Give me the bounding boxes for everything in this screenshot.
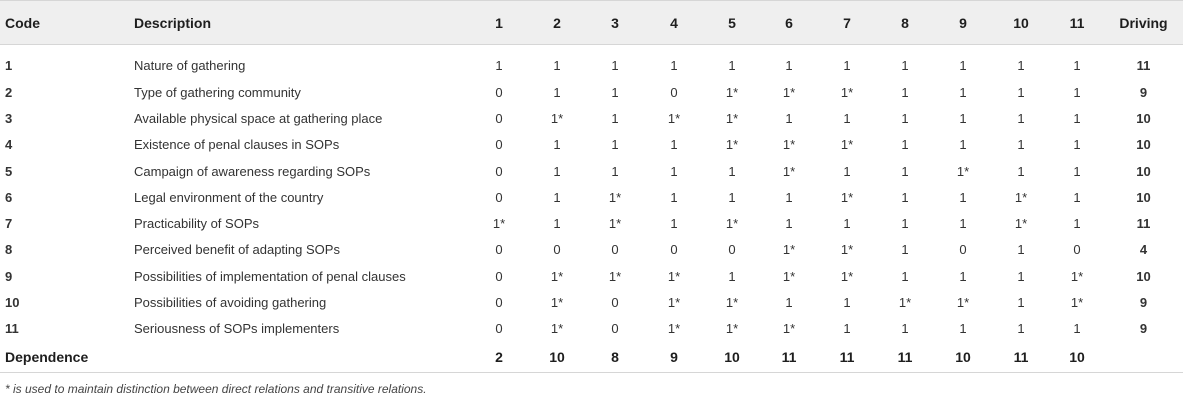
row-code: 9 xyxy=(5,268,13,284)
row-driving: 10 xyxy=(1136,137,1151,153)
matrix-cell: 1 xyxy=(670,216,678,232)
table-row xyxy=(0,289,1183,315)
matrix-cell: 1 xyxy=(611,110,619,126)
row-description: Seriousness of SOPs implementers xyxy=(134,321,340,337)
matrix-cell: 1* xyxy=(667,110,681,126)
row-driving: 10 xyxy=(1136,110,1151,126)
matrix-cell: 1 xyxy=(670,163,678,179)
header-col-9: 9 xyxy=(934,1,992,45)
table-row xyxy=(0,210,1183,236)
matrix-cell: 1 xyxy=(901,137,909,153)
matrix-cell: 1 xyxy=(1017,163,1025,179)
matrix-cell: 1 xyxy=(728,57,736,73)
row-description: Possibilities of avoiding gathering xyxy=(134,295,327,311)
matrix-cell: 1 xyxy=(670,189,678,205)
header-col-1: 1 xyxy=(470,1,528,45)
matrix-cell: 1 xyxy=(785,216,793,232)
row-code: 5 xyxy=(5,163,13,179)
matrix-cell: 1 xyxy=(1017,57,1025,73)
matrix-cell: 1* xyxy=(898,295,912,311)
dependence-value: 10 xyxy=(1050,342,1104,373)
row-driving: 10 xyxy=(1136,189,1151,205)
matrix-cell: 1* xyxy=(725,216,739,232)
table-row xyxy=(0,132,1183,158)
table-row xyxy=(0,316,1183,342)
matrix-cell: 1 xyxy=(495,57,503,73)
row-code: 6 xyxy=(5,189,13,205)
header-description: Description xyxy=(134,1,470,45)
row-code: 10 xyxy=(5,295,20,311)
row-description: Available physical space at gathering place xyxy=(134,110,383,126)
matrix-cell: 1 xyxy=(1073,163,1081,179)
matrix-cell: 1 xyxy=(843,163,851,179)
table-row xyxy=(0,237,1183,263)
dependence-value: 10 xyxy=(528,342,586,373)
matrix-cell: 1* xyxy=(550,268,564,284)
matrix-cell: 1 xyxy=(611,57,619,73)
table-footnote: * is used to maintain distinction between direct relations and transitive relations. xyxy=(5,382,427,396)
dependence-value: 10 xyxy=(934,342,992,373)
matrix-cell: 0 xyxy=(495,189,503,205)
header-row xyxy=(0,1,1183,45)
matrix-cell: 0 xyxy=(611,295,619,311)
matrix-cell: 1 xyxy=(785,110,793,126)
dependence-spacer xyxy=(1104,342,1183,373)
header-col-7: 7 xyxy=(818,1,876,45)
matrix-cell: 1 xyxy=(1017,242,1025,258)
row-description: Nature of gathering xyxy=(134,57,246,73)
matrix-cell: 1 xyxy=(1017,137,1025,153)
matrix-cell: 1 xyxy=(843,295,851,311)
matrix-cell: 1* xyxy=(1070,268,1084,284)
matrix-cell: 1* xyxy=(840,84,854,100)
matrix-cell: 1 xyxy=(901,216,909,232)
matrix-cell: 0 xyxy=(553,242,561,258)
matrix-cell: 0 xyxy=(495,242,503,258)
row-driving: 10 xyxy=(1136,268,1151,284)
matrix-cell: 1 xyxy=(1073,321,1081,337)
header-col-11: 11 xyxy=(1050,1,1104,45)
matrix-cell: 1 xyxy=(785,57,793,73)
dependence-value: 8 xyxy=(586,342,644,373)
matrix-cell: 1* xyxy=(667,321,681,337)
row-description: Existence of penal clauses in SOPs xyxy=(134,137,340,153)
matrix-cell: 1 xyxy=(843,110,851,126)
matrix-cell: 1* xyxy=(492,216,506,232)
matrix-cell: 1 xyxy=(959,189,967,205)
matrix-cell: 1* xyxy=(550,295,564,311)
matrix-cell: 1 xyxy=(959,137,967,153)
matrix-cell: 1 xyxy=(728,163,736,179)
matrix-cell: 1 xyxy=(959,57,967,73)
matrix-cell: 1 xyxy=(1017,110,1025,126)
dependence-value: 2 xyxy=(470,342,528,373)
table-row xyxy=(0,79,1183,105)
matrix-cell: 1 xyxy=(843,216,851,232)
matrix-cell: 1 xyxy=(670,137,678,153)
matrix-cell: 1* xyxy=(667,295,681,311)
dependence-value: 11 xyxy=(992,342,1050,373)
matrix-body xyxy=(0,45,1183,342)
matrix-cell: 1 xyxy=(959,216,967,232)
matrix-cell: 1 xyxy=(959,84,967,100)
matrix-cell: 1 xyxy=(728,268,736,284)
dependence-value: 9 xyxy=(644,342,704,373)
matrix-cell: 1* xyxy=(840,242,854,258)
dependence-value: 10 xyxy=(704,342,760,373)
row-code: 2 xyxy=(5,84,13,100)
matrix-cell: 1 xyxy=(901,268,909,284)
row-code: 3 xyxy=(5,110,13,126)
matrix-cell: 1* xyxy=(840,189,854,205)
row-code: 11 xyxy=(5,321,19,337)
matrix-cell: 1 xyxy=(1073,84,1081,100)
matrix-cell: 1 xyxy=(785,189,793,205)
matrix-cell: 0 xyxy=(495,163,503,179)
header-col-5: 5 xyxy=(704,1,760,45)
row-code: 7 xyxy=(5,216,13,232)
matrix-cell: 1 xyxy=(959,321,967,337)
matrix-cell: 1 xyxy=(1073,189,1081,205)
row-description: Campaign of awareness regarding SOPs xyxy=(134,163,371,179)
row-driving: 4 xyxy=(1139,242,1148,258)
table-row xyxy=(0,263,1183,289)
matrix-cell: 1* xyxy=(840,137,854,153)
matrix-cell: 1 xyxy=(670,57,678,73)
matrix-cell: 1 xyxy=(785,295,793,311)
matrix-cell: 0 xyxy=(495,268,503,284)
matrix-cell: 1* xyxy=(956,295,970,311)
row-code: 4 xyxy=(5,137,13,153)
matrix-cell: 1* xyxy=(840,268,854,284)
matrix-cell: 1* xyxy=(782,321,796,337)
matrix-cell: 0 xyxy=(959,242,967,258)
matrix-cell: 1 xyxy=(1073,216,1081,232)
matrix-cell: 1 xyxy=(1017,321,1025,337)
row-code: 8 xyxy=(5,242,13,258)
matrix-cell: 0 xyxy=(495,110,503,126)
row-driving: 9 xyxy=(1139,321,1148,337)
dependence-label: Dependence xyxy=(0,342,134,373)
matrix-cell: 0 xyxy=(495,321,503,337)
matrix-cell: 1* xyxy=(1070,295,1084,311)
header-col-3: 3 xyxy=(586,1,644,45)
table-row xyxy=(0,45,1183,80)
table-row xyxy=(0,158,1183,184)
matrix-cell: 0 xyxy=(495,84,503,100)
matrix-cell: 1* xyxy=(725,110,739,126)
row-driving: 11 xyxy=(1136,216,1151,232)
matrix-cell: 1 xyxy=(901,57,909,73)
dependence-value: 11 xyxy=(760,342,818,373)
row-description: Legal environment of the country xyxy=(134,189,324,205)
matrix-cell: 0 xyxy=(495,295,503,311)
header-col-10: 10 xyxy=(992,1,1050,45)
matrix-cell: 1* xyxy=(782,163,796,179)
dependence-row xyxy=(0,342,1183,373)
matrix-cell: 1* xyxy=(782,268,796,284)
matrix-cell: 1 xyxy=(1073,137,1081,153)
table-row xyxy=(0,184,1183,210)
matrix-cell: 1 xyxy=(959,110,967,126)
matrix-cell: 1 xyxy=(843,57,851,73)
matrix-cell: 1 xyxy=(728,189,736,205)
header-col-4: 4 xyxy=(644,1,704,45)
matrix-cell: 1 xyxy=(901,189,909,205)
matrix-cell: 1* xyxy=(782,84,796,100)
matrix-cell: 1 xyxy=(553,163,561,179)
matrix-cell: 1* xyxy=(550,110,564,126)
matrix-cell: 1 xyxy=(553,84,561,100)
matrix-cell: 1 xyxy=(901,321,909,337)
header-col-2: 2 xyxy=(528,1,586,45)
row-driving: 10 xyxy=(1136,163,1151,179)
matrix-cell: 1 xyxy=(901,110,909,126)
matrix-cell: 1* xyxy=(725,84,739,100)
row-code: 1 xyxy=(5,57,13,73)
header-col-8: 8 xyxy=(876,1,934,45)
row-driving: 11 xyxy=(1136,57,1151,73)
row-description: Practicability of SOPs xyxy=(134,216,259,232)
dependence-value: 11 xyxy=(818,342,876,373)
matrix-cell: 1 xyxy=(611,163,619,179)
matrix-cell: 1 xyxy=(1073,57,1081,73)
row-driving: 9 xyxy=(1139,84,1148,100)
matrix-cell: 1 xyxy=(901,242,909,258)
matrix-cell: 1 xyxy=(1017,84,1025,100)
matrix-cell: 1* xyxy=(1014,189,1028,205)
matrix-cell: 1* xyxy=(782,137,796,153)
matrix-cell: 0 xyxy=(611,321,619,337)
matrix-cell: 1 xyxy=(553,216,561,232)
matrix-cell: 1 xyxy=(553,189,561,205)
row-description: Possibilities of implementation of penal clauses xyxy=(134,268,406,284)
matrix-cell: 1 xyxy=(611,84,619,100)
row-description: Perceived benefit of adapting SOPs xyxy=(134,242,340,258)
matrix-cell: 1 xyxy=(553,57,561,73)
matrix-cell: 1 xyxy=(843,321,851,337)
matrix-cell: 0 xyxy=(728,242,736,258)
matrix-cell: 1* xyxy=(725,295,739,311)
matrix-cell: 0 xyxy=(670,84,678,100)
matrix-cell: 1 xyxy=(1073,110,1081,126)
matrix-cell: 1* xyxy=(725,137,739,153)
matrix-cell: 1* xyxy=(608,216,622,232)
matrix-cell: 1 xyxy=(553,137,561,153)
matrix-cell: 1* xyxy=(608,268,622,284)
matrix-cell: 1 xyxy=(1017,295,1025,311)
matrix-cell: 0 xyxy=(1073,242,1081,258)
row-driving: 9 xyxy=(1139,295,1148,311)
matrix-cell: 1* xyxy=(782,242,796,258)
matrix-cell: 0 xyxy=(611,242,619,258)
matrix-cell: 1* xyxy=(1014,216,1028,232)
header-driving: Driving xyxy=(1104,1,1183,45)
matrix-cell: 1* xyxy=(725,321,739,337)
matrix-cell: 1* xyxy=(608,189,622,205)
matrix-cell: 1* xyxy=(956,163,970,179)
matrix-cell: 1 xyxy=(901,163,909,179)
matrix-cell: 1 xyxy=(959,268,967,284)
matrix-cell: 1 xyxy=(901,84,909,100)
matrix-cell: 1 xyxy=(611,137,619,153)
table-row xyxy=(0,105,1183,131)
matrix-cell: 1* xyxy=(550,321,564,337)
matrix-cell: 1 xyxy=(1017,268,1025,284)
header-col-6: 6 xyxy=(760,1,818,45)
matrix-cell: 1* xyxy=(667,268,681,284)
row-description: Type of gathering community xyxy=(134,84,301,100)
matrix-cell: 0 xyxy=(670,242,678,258)
dependence-spacer xyxy=(134,342,470,373)
dependence-value: 11 xyxy=(876,342,934,373)
header-code: Code xyxy=(0,1,134,45)
matrix-cell: 0 xyxy=(495,137,503,153)
